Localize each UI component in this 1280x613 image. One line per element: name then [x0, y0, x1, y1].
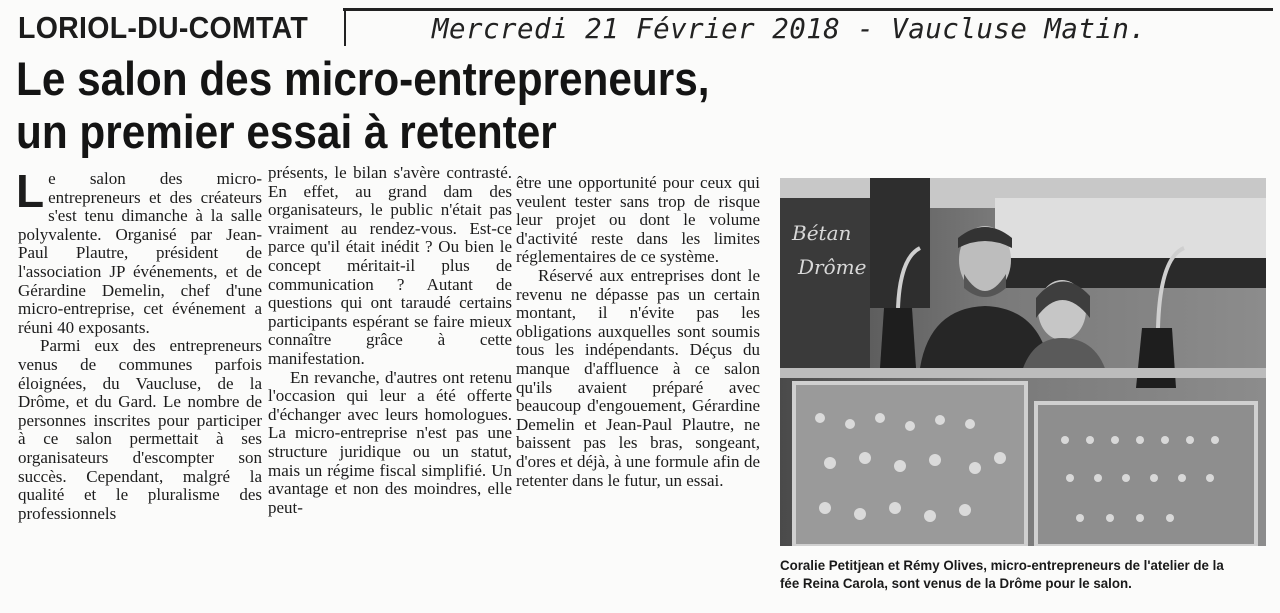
paragraph: En revanche, d'autres ont retenu l'occasion qui leur a été offerte d'échanger avec leurs homologues. La micro-entreprise n'est pas une structure juridique ou un statut, mais un régime fiscal simplifié. Un avantage et non des moindres, elle peut- [268, 367, 512, 517]
article-column-2 [268, 164, 512, 517]
photo-illustration [780, 178, 1266, 546]
header-rule [343, 8, 1273, 11]
headline-line-2: un premier essai à retenter [16, 105, 557, 158]
article-column-1 [16, 165, 262, 523]
paragraph: Réservé aux entreprises dont le revenu ne dépasse pas un certain montant, il n'évite pas les obligations auxquelles sont soumis tous les indépendants. Déçus du manque d'affluence à ce salon qu'ils avaient préparé avec beaucoup d'engouement, Gérardine Demelin et Jean-Paul Plautre, ne baissent pas les bras, songeant, d'ores et déjà, à une formule afin de retenter dans le futur, un essai. [516, 265, 760, 490]
paragraph: Parmi eux des entrepreneurs venus de communes parfois éloignées, du Vaucluse, de la Drôme, et du Gard. Le nombre de personnes inscrites pour participer à ce salon permettait à ses organisateurs d'escompter son succès. Cependant, malgré la qualité et le pluralisme des professionnels [18, 336, 262, 523]
sign-text-2: Drôme [798, 255, 867, 279]
headline-line-1: Le salon des micro-entrepreneurs, [16, 52, 710, 105]
sign-text-1: Bétan [792, 221, 852, 245]
drop-cap: L [16, 165, 45, 217]
photo-caption: Coralie Petitjean et Rémy Olives, micro-entrepreneurs de l'atelier de la fée Reina Carola, sont venus de la Drôme pour le salon. [780, 557, 1224, 591]
paragraph: présents, le bilan s'avère contrasté. En effet, au grand dam des organisateurs, le public n'était pas vraiment au rendez-vous. Est-ce parce qu'il était inédit ? Ou bien le concept méritait-il plus de communication ? Autant de questions qui ont taraudé certains participants espérant se faire mieux connaître grâce à cette manifestation. [268, 163, 512, 368]
section-divider [344, 10, 346, 46]
article-photo [780, 178, 1266, 546]
handwritten-date-note: Mercredi 21 Février 2018 - Vaucluse Matin. [432, 12, 1147, 45]
paragraph: être une opportunité pour ceux qui veulent tester sans trop de risque leur projet ou dont le volume d'activité reste dans les limites réglementaires de ce système. [516, 173, 760, 267]
section-title: LORIOL-DU-COMTAT [18, 10, 309, 45]
article-column-3 [516, 174, 760, 490]
headline [16, 52, 718, 158]
paragraph: Le salon des micro-entrepreneurs et des créateurs s'est tenu dimanche à la salle polyvalente. Organisé par Jean-Paul Plautre, président de l'association JP événements, et de Gérardine Demelin, chef d'une micro-entreprise, cet événement a réuni 40 exposants. [16, 165, 262, 337]
